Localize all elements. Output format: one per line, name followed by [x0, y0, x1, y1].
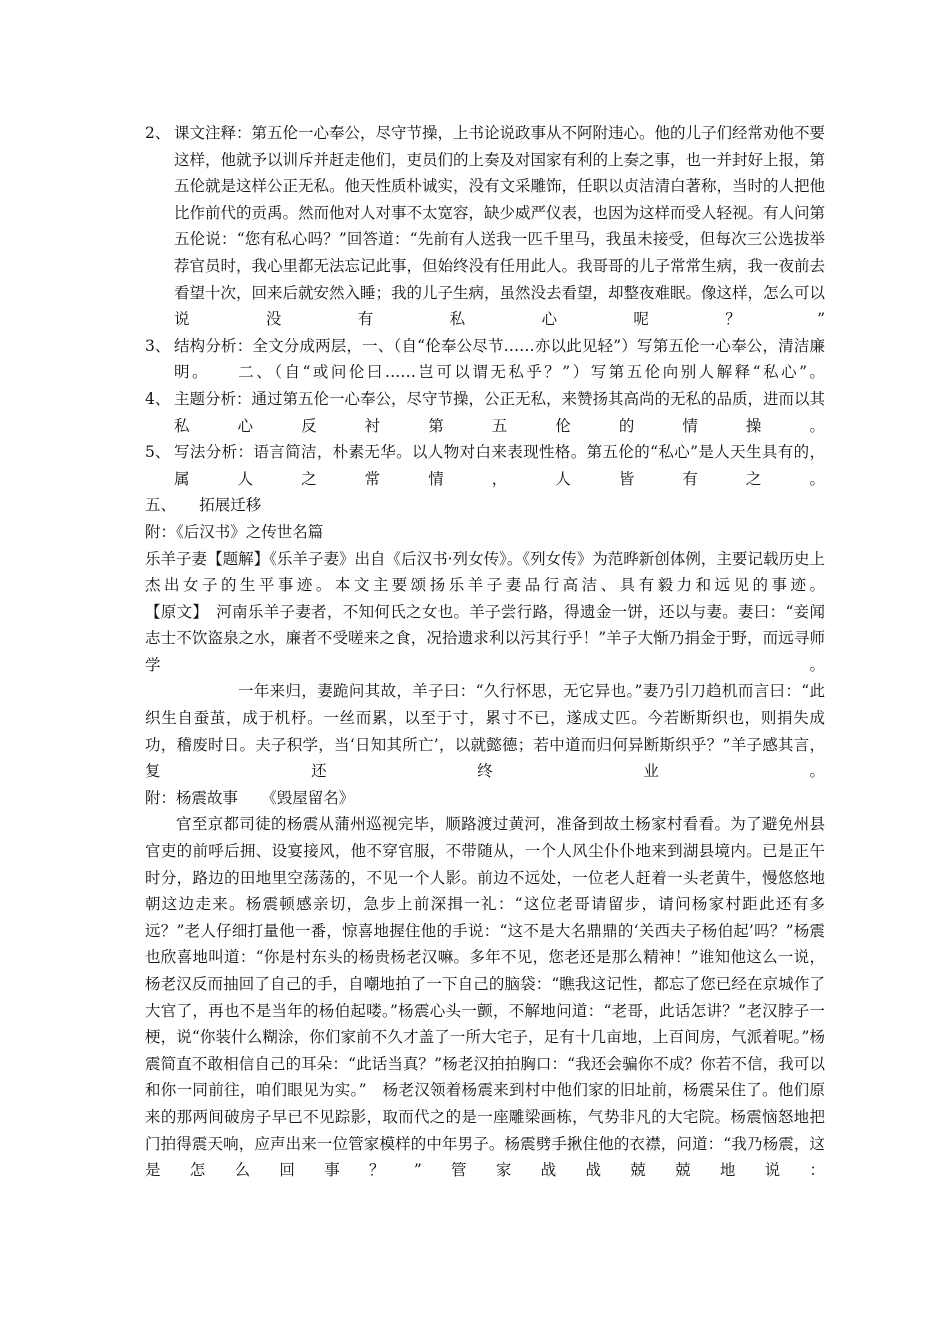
- item-text: 课文注释：第五伦一心奉公，尽守节操，上书论说政事从不阿附违心。他的儿子们经常劝他不要这样，他就予以训斥并赶走他们，吏员们的上奏及对国家有利的上奏之事，也一并封好上报，第五伦就是这样公正无私。他天性质朴诚实，没有文采雕饰，任职以贞洁清白著称，当时的人把他比作前代的贡禹。然而他对人对事不太宽容，缺少威严仪表，也因为这样而受人轻视。有人问第五伦说：“您有私心吗？”回答道：“先前有人送我一匹千里马，我虽未接受，但每次三公选拔举荐官员时，我心里都无法忘记此事，但始终没有任用此人。我哥哥的儿子常常生病，我一夜前去看望十次，回来后就安然入睡；我的儿子生病，虽然没去看望，却整夜难眠。像这样，怎么可以说没有私心呢？”: [174, 124, 826, 329]
- item-number: 3、: [145, 336, 171, 355]
- list-item-5: [145, 439, 825, 492]
- section-heading: 五、 拓展迁移: [145, 496, 262, 515]
- item-number: 2、: [145, 124, 171, 142]
- item-number: 5、: [145, 443, 171, 462]
- appendix-title: 附：杨震故事 《毁屋留名》: [145, 788, 355, 807]
- yue-intro-paragraph: 乐羊子妻【题解】《乐羊子妻》出自《后汉书·列女传》。《列女传》为范晔新创体例，主要记载历史上杰出女子的生平事迹。本文主要颂扬乐羊子妻品行高洁、具有毅力和远见的事迹。: [145, 549, 825, 595]
- list-item-3: [145, 333, 825, 386]
- yue-original-continued: 一年来归，妻跪问其故，羊子曰：“久行怀思，无它异也。”妻乃引刀趋机而言曰：“此织生自蚕茧，成于机杼。一丝而累，以至于寸，累寸不已，遂成丈匹。今若断斯织也，则捐失成功，稽废时日。夫子积学，当‘日知其所亡’，以就懿德；若中道而归何异断斯织乎？”羊子感其言，复还终业。: [145, 682, 825, 781]
- appendix-title: 附：《后汉书》之传世名篇: [145, 522, 324, 541]
- item-text: 结构分析：全文分成两层，一、（自“伦奉公尽节……亦以此见轻”）写第五伦一心奉公，清洁廉明。 二、（自“或问伦曰……岂可以谓无私乎？”）写第五伦向别人解释“私心”。: [174, 336, 825, 382]
- yang-story-paragraph: 官至京都司徒的杨震从蒲州巡视完毕，顺路渡过黄河，准备到故土杨家村看看。为了避免州县官吏的前呼后拥、设宴接风，他不穿官服，不带随从，一个人风尘仆仆地来到湖县境内。已是正午时分，路边的田地里空荡荡的，不见一个人影。前边不远处，一位老人赶着一头老黄牛，慢悠悠地朝这边走来。杨震顿感亲切，急步上前深揖一礼：“这位老哥请留步，请问杨家村距此还有多远？”老人仔细打量他一番，惊喜地握住他的手说：“这不是大名鼎鼎的‘关西夫子杨伯起’吗？”杨震也欣喜地叫道：“你是村东头的杨贵杨老汉嘛。多年不见，您老还是那么精神！”谁知他这么一说，杨老汉反而抽回了自己的手，自嘲地拍了一下自己的脑袋：“瞧我这记性，都忘了您已经在京城作了大官了，再也不是当年的杨伯起喽。”杨震心头一颤，不解地问道：“老哥，此话怎讲？”老汉脖子一梗，说“你装什么糊涂，你们家前不久才盖了一所大宅子，足有十几亩地，上百间房，气派着呢。”杨震简直不敢相信自己的耳朵：“此话当真？”杨老汉拍拍胸口：“我还会骗你不成？你若不信，我可以和你一同前往，咱们眼见为实。” 杨老汉领着杨震来到村中他们家的旧址前，杨震呆住了。他们原来的那两间破房子早已不见踪影，取而代之的是一座雕梁画栋，气势非凡的大宅院。杨震恼怒地把门拍得震天响，应声出来一位管家模样的中年男子。杨震劈手揪住他的衣襟，问道：“我乃杨震，这是怎么回事？”管家战战兢兢地说：: [145, 815, 825, 1180]
- yue-original-paragraph: 【原文】 河南乐羊子妻者，不知何氏之女也。羊子尝行路，得遗金一饼，还以与妻。妻曰：“妾闻志士不饮盗泉之水，廉者不受嗟来之食，况拾遗求利以污其行乎！”羊子大惭乃捐金于野，而远寻师学。: [145, 602, 825, 674]
- item-text: 写法分析：语言简洁，朴素无华。以人物对白来表现性格。第五伦的“私心”是人天生具有的，属人之常情，人皆有之。: [174, 443, 825, 488]
- list-item-4: [145, 386, 825, 439]
- item-text: 主题分析：通过第五伦一心奉公，尽守节操，公正无私，来赞扬其高尚的无私的品质，进而以其私心反衬第五伦的情操。: [174, 389, 826, 435]
- list-item-2: [145, 120, 825, 333]
- document-page: [145, 120, 825, 1184]
- item-number: 4、: [145, 389, 171, 408]
